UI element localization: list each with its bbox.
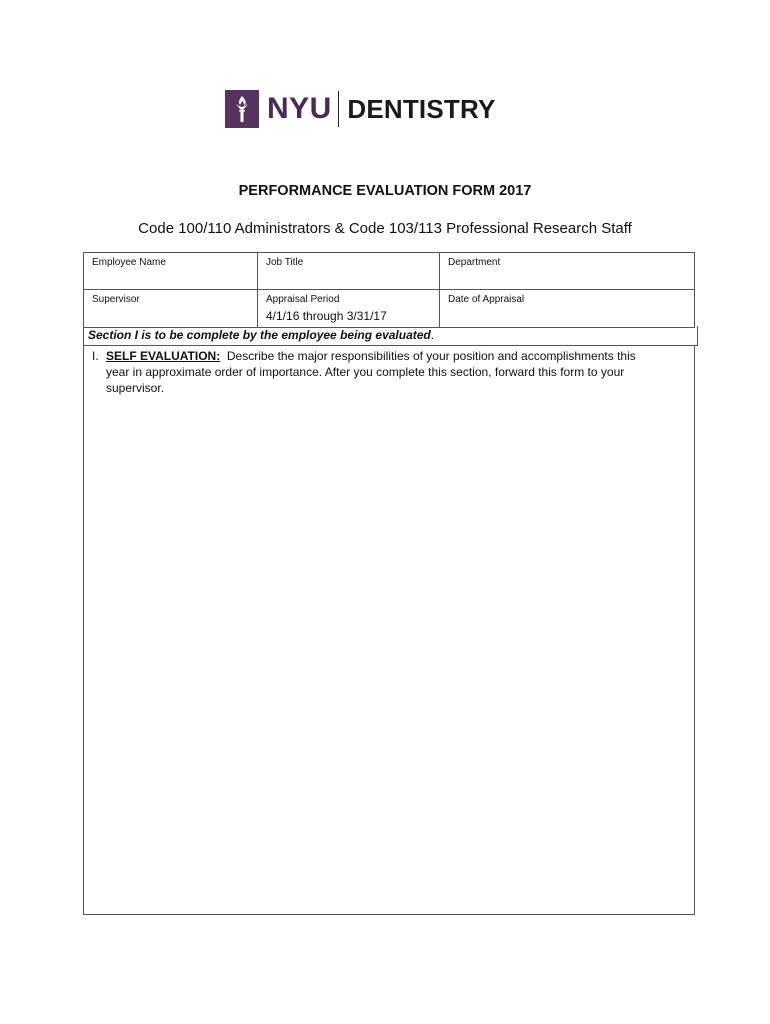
appraisal-period-field[interactable] [258, 290, 440, 328]
section-number: I. [92, 349, 99, 363]
torch-icon [225, 90, 259, 128]
self-evaluation-line-2: year in approximate order of importance. After you complete this section, forward this form to your [106, 365, 625, 379]
appraisal-period-label: Appraisal Period [266, 294, 340, 305]
logo-dentistry-text: DENTISTRY [347, 94, 496, 124]
self-evaluation-heading: SELF EVALUATION: [106, 349, 221, 363]
employee-name-label: Employee Name [92, 257, 166, 268]
section-instruction-period: . [430, 328, 435, 342]
form-subtitle: Code 100/110 Administrators & Code 103/113 Professional Research Staff [138, 220, 632, 237]
self-evaluation-line-3: supervisor. [106, 381, 165, 395]
form-title: PERFORMANCE EVALUATION FORM 2017 [238, 183, 532, 199]
self-evaluation-instructions [92, 348, 682, 396]
section-instruction-text: Section I is to be complete by the employee being evaluated [88, 328, 431, 342]
supervisor-label: Supervisor [92, 294, 140, 305]
department-label: Department [448, 257, 501, 268]
nyu-dentistry-logo [225, 90, 496, 128]
section-instruction [83, 326, 698, 346]
supervisor-field[interactable] [84, 290, 258, 328]
logo-nyu-text: NYU [267, 92, 332, 125]
date-of-appraisal-field[interactable] [440, 290, 695, 328]
logo-divider [338, 91, 340, 127]
employee-name-field[interactable] [84, 253, 258, 290]
self-evaluation-textarea[interactable] [83, 346, 695, 915]
employee-info-table [83, 252, 695, 328]
self-evaluation-line-1: Describe the major responsibilities of your position and accomplishments this [226, 349, 636, 363]
job-title-field[interactable] [258, 253, 440, 290]
department-field[interactable] [440, 253, 695, 290]
job-title-label: Job Title [266, 257, 304, 268]
appraisal-period-value: 4/1/16 through 3/31/17 [266, 309, 387, 323]
date-of-appraisal-label: Date of Appraisal [448, 294, 525, 305]
